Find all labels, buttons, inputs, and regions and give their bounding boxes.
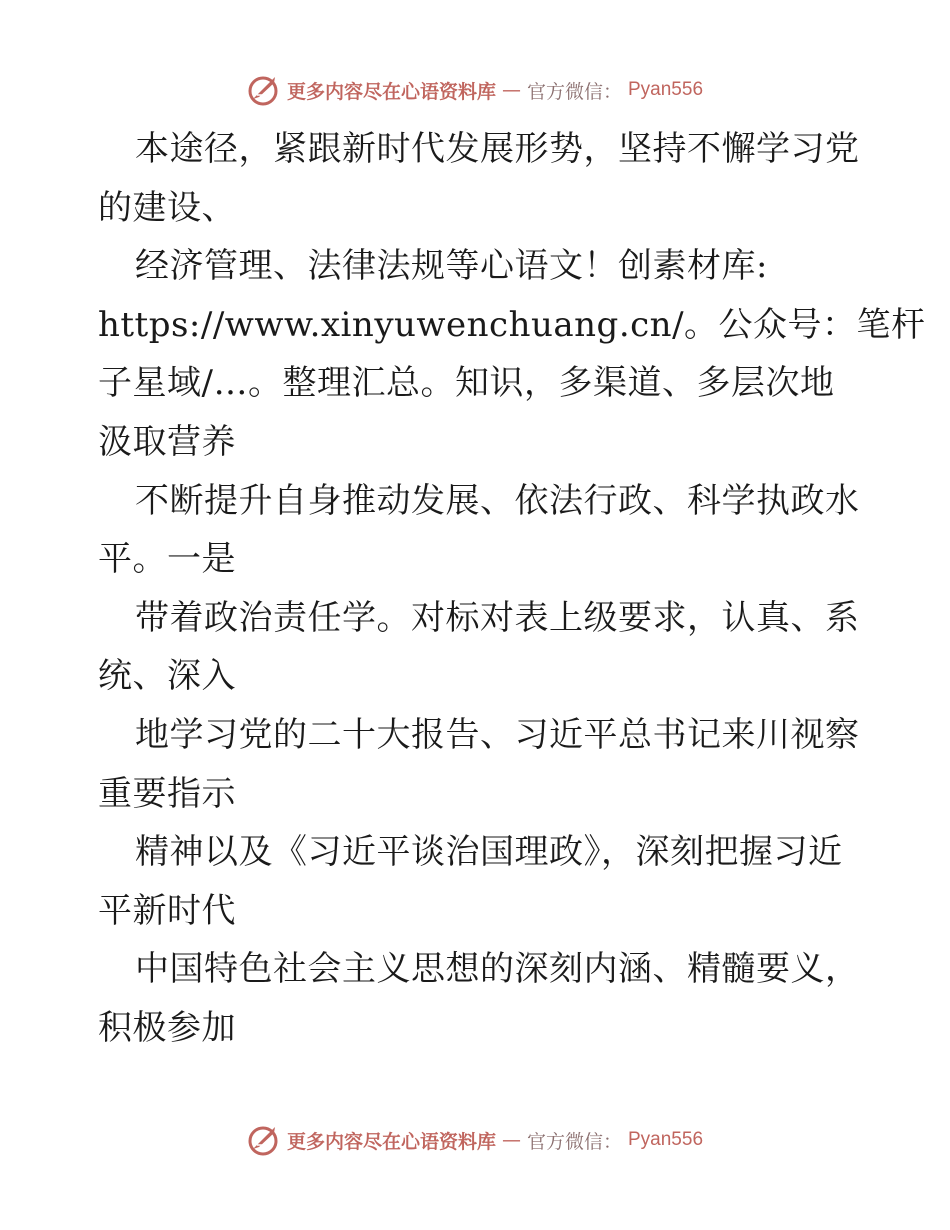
banner-wechat-label: 官方微信：	[526, 1130, 622, 1153]
body-line: 带着政治责任学。对标对表上级要求，认真、系	[135, 597, 860, 638]
body-line: 的建设、	[98, 187, 236, 228]
banner-wechat-label: 官方微信：	[526, 80, 622, 103]
body-line: 子星域/…。整理汇总。知识，多渠道、多层次地	[98, 363, 835, 404]
body-line: 汲取营养	[98, 421, 236, 462]
body-line: 不断提升自身推动发展、依法行政、科学执政水	[135, 480, 860, 521]
footer-watermark-banner	[0, 1120, 950, 1160]
body-line: https://www.xinyuwenchuang.cn/。公众号：笔杆	[98, 304, 926, 345]
body-line: 平。一是	[98, 539, 236, 580]
body-line: 平新时代	[98, 890, 236, 931]
body-line: 重要指示	[98, 773, 236, 814]
banner-dash: —	[501, 1129, 521, 1151]
body-line: 积极参加	[98, 1007, 236, 1048]
body-line: 统、深入	[98, 656, 236, 697]
quill-pen-logo-icon	[247, 73, 281, 107]
body-line: 精神以及《习近平谈治国理政》，深刻把握习近	[135, 832, 843, 873]
banner-title: 更多内容尽在心语资料库	[286, 80, 496, 103]
body-line: 本途径，紧跟新时代发展形势，坚持不懈学习党	[135, 129, 860, 169]
quill-pen-logo-icon	[247, 1123, 281, 1157]
banner-wechat-id: Pyan556	[628, 79, 704, 100]
header-watermark-banner	[0, 70, 950, 110]
banner-wechat-id: Pyan556	[628, 1129, 704, 1150]
banner-title: 更多内容尽在心语资料库	[286, 1130, 496, 1153]
banner-dash: —	[501, 79, 521, 101]
body-line: 经济管理、法律法规等心语文！创素材库:	[135, 246, 768, 287]
body-line: 中国特色社会主义思想的深刻内涵、精髓要义，	[135, 949, 860, 990]
body-line: 地学习党的二十大报告、习近平总书记来川视察	[135, 714, 860, 755]
document-body	[98, 120, 926, 1058]
